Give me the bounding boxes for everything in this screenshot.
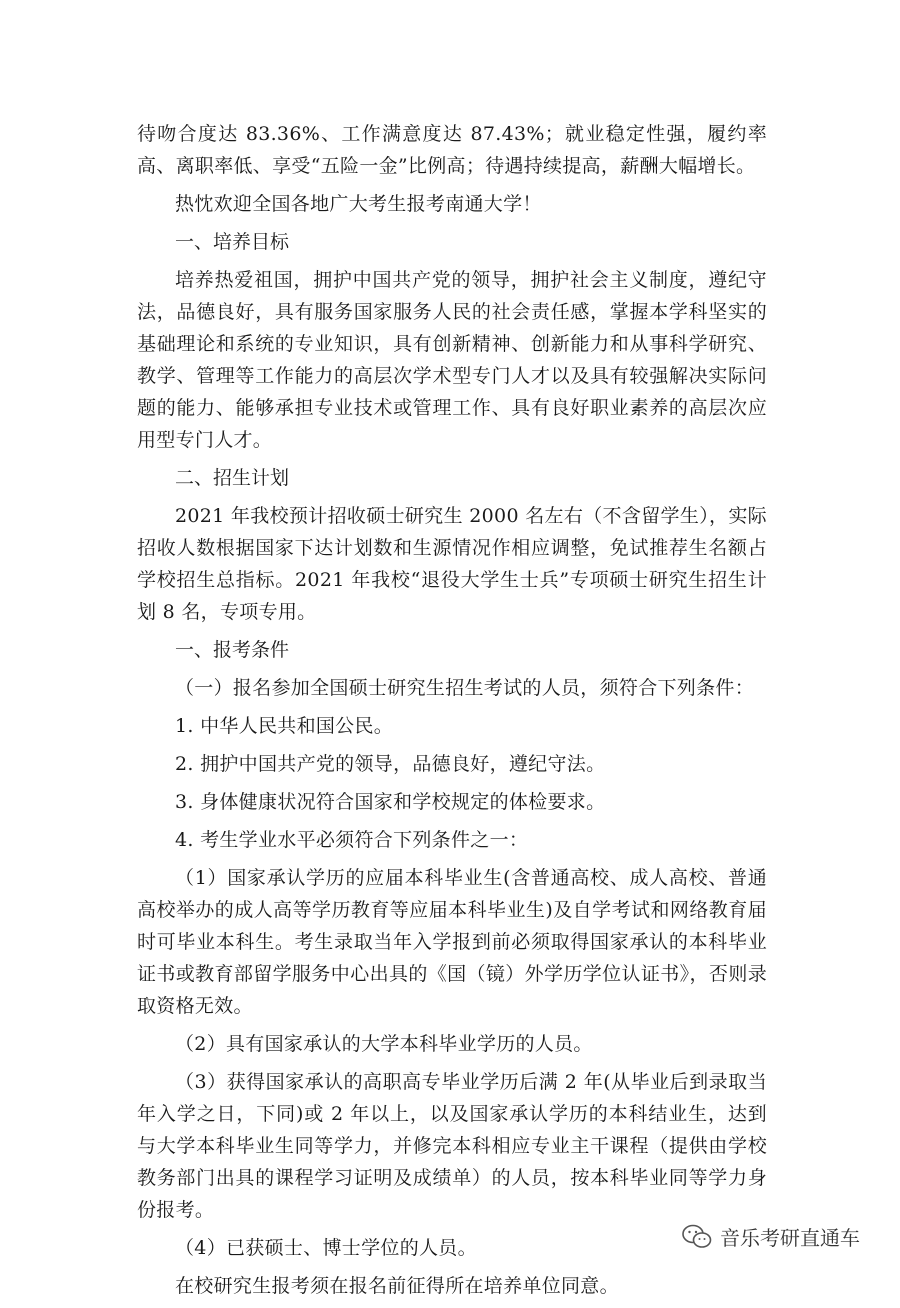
sub-item-graduates: （1）国家承认学历的应届本科毕业生(含普通高校、成人高校、普通高校举办的成人高等学历教育等应届本科毕业生)及自学考试和网络教育届时可毕业本科生。考生录取当年入学报到前必须取得国家承认的本科毕业证书或教育部留学服务中心出具的《国（镜）外学历学位认证书》，否则录取资格无效。 <box>137 867 767 1017</box>
list-item-citizenship: 1. 中华人民共和国公民。 <box>175 715 394 737</box>
paragraph-training-goal: 培养热爱祖国，拥护中国共产党的领导，拥护社会主义制度，遵纪守法，品德良好，具有服务国家服务人民的社会责任感，掌握本学科坚实的基础理论和系统的专业知识，具有创新精神、创新能力和从事科学研究、教学、管理等工作能力的高层次学术型专门人才以及具有较强解决实际问题的能力、能够承担专业技术或管理工作、具有良好职业素养的高层次应用型专门人才。 <box>137 269 767 451</box>
document-body <box>137 118 767 1308</box>
list-item-conduct: 2. 拥护中国共产党的领导，品德良好，遵纪守法。 <box>175 753 606 775</box>
paragraph-enrollment-plan: 2021 年我校预计招收硕士研究生 2000 名左右（不含留学生），实际招收人数根据国家下达计划数和生源情况作相应调整，免试推荐生名额占学校招生总指标。2021 年我校“退役大学生士兵”专项硕士研究生招生计划 8 名，专项专用。 <box>137 505 767 623</box>
sub-item-bachelor-holders: （2）具有国家承认的大学本科毕业学历的人员。 <box>175 1033 593 1055</box>
list-item-academic-level: 4. 考生学业水平必须符合下列条件之一： <box>175 829 529 851</box>
wechat-icon <box>682 1224 712 1250</box>
sub-item-equivalent: （3）获得国家承认的高职高专毕业学历后满 2 年(从毕业后到录取当年入学之日，下同)或 2 年以上，以及国家承认学历的本科结业生，达到与大学本科毕业生同等学力，并修完本科相应专业主干课程（提供由学校教务部门出具的课程学习证明及成绩单）的人员，按本科毕业同等学力身份报考。 <box>137 1071 767 1221</box>
watermark-text: 音乐考研直通车 <box>720 1226 860 1250</box>
watermark <box>682 1222 860 1251</box>
paragraph-welcome: 热忱欢迎全国各地广大考生报考南通大学！ <box>175 193 542 215</box>
list-item-health: 3. 身体健康状况符合国家和学校规定的体检要求。 <box>175 791 606 813</box>
section-heading-enrollment-plan: 二、招生计划 <box>175 467 290 489</box>
paragraph-eligibility-intro: （一）报名参加全国硕士研究生招生考试的人员，须符合下列条件： <box>175 677 755 699</box>
sub-item-degree-holders: （4）已获硕士、博士学位的人员。 <box>175 1237 477 1259</box>
section-heading-training-goal: 一、培养目标 <box>175 231 290 253</box>
paragraph-continuation: 待吻合度达 83.36%、工作满意度达 87.43%；就业稳定性强，履约率高、离职率低、享受“五险一金”比例高；待遇持续提高，薪酬大幅增长。 <box>137 123 767 177</box>
paragraph-current-students: 在校研究生报考须在报名前征得所在培养单位同意。 <box>175 1275 619 1297</box>
section-heading-eligibility: 一、报考条件 <box>175 639 290 661</box>
